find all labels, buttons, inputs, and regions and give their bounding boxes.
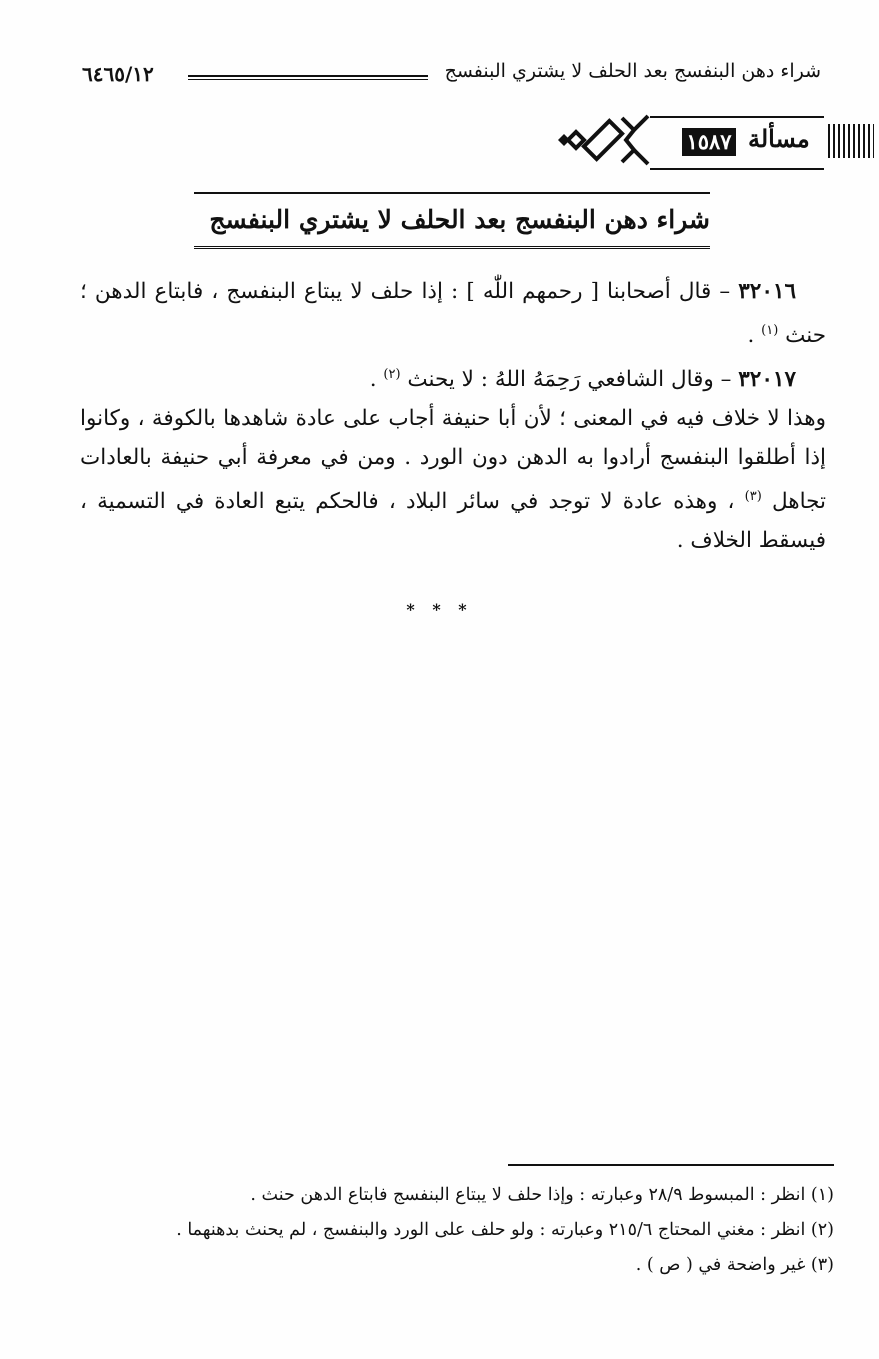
ornament-icon: [554, 110, 654, 170]
masala-number: ١٥٨٧: [682, 128, 736, 156]
footnote-marker: (١): [761, 323, 779, 338]
paragraph-text: .: [369, 367, 377, 393]
paragraph-32016: [80, 272, 826, 355]
footnote-2: (٢) انظر : مغني المحتاج ٢١٥/٦ وعبارته : ولو حلف على الورد والبنفسج ، لم يحنث بدهنهما .: [176, 1220, 834, 1240]
footnotes: [100, 1178, 834, 1283]
paragraph-text: – وقال الشافعي رَحِمَهُ اللهُ : لا يحنث: [407, 367, 732, 393]
paragraph-text: وهذا لا خلاف فيه في المعنى ؛ لأن أبا حنيفة أجاب على عادة شاهدها بالكوفة ، وكانوا إذا أطلقوا البنفسج أرادوا به الدهن دون الورد . ومن في معرفة أبي حنيفة بالعادات تجاهل: [80, 406, 826, 515]
paragraph-text: ، وهذه عادة لا توجد في سائر البلاد ، فالحكم يتبع العادة في التسمية ، فيسقط الخلاف .: [80, 489, 826, 554]
issue-number: ٣٢٠١٧: [738, 367, 796, 393]
banner-bars-ornament: [828, 124, 874, 158]
paragraph-text: – قال أصحابنا [ رحمهم اللّٰه ] : إذا حلف لا يبتاع البنفسج ، فابتاع الدهن ؛ حنث: [80, 279, 826, 349]
footnote-marker: (٣): [744, 489, 762, 505]
footnote-rule: [508, 1164, 834, 1166]
footnote-marker: (٢): [383, 367, 401, 383]
main-text: [80, 272, 826, 560]
section-separator: * * *: [406, 600, 473, 619]
masala-label: مسألة: [748, 124, 810, 153]
paragraph-text: .: [747, 323, 755, 349]
running-header-rule: [188, 75, 428, 80]
section-title: شراء دهن البنفسج بعد الحلف لا يشتري البنفسج: [194, 196, 710, 249]
running-header-reference: ٦٤٦٥/١٢: [82, 62, 154, 86]
issue-number: ٣٢٠١٦: [738, 279, 796, 304]
paragraph-discussion: [80, 399, 826, 560]
title-top-rule: [194, 192, 710, 194]
footnote-3: (٣) غير واضحة في ( ص ) .: [635, 1255, 834, 1275]
running-header-title: شراء دهن البنفسج بعد الحلف لا يشتري البنفسج: [444, 60, 821, 82]
paragraph-32017: [80, 355, 826, 399]
footnote-1: (١) انظر : المبسوط ٢٨/٩ وعبارته : وإذا حلف لا يبتاع البنفسج فابتاع الدهن حنث .: [250, 1185, 834, 1205]
